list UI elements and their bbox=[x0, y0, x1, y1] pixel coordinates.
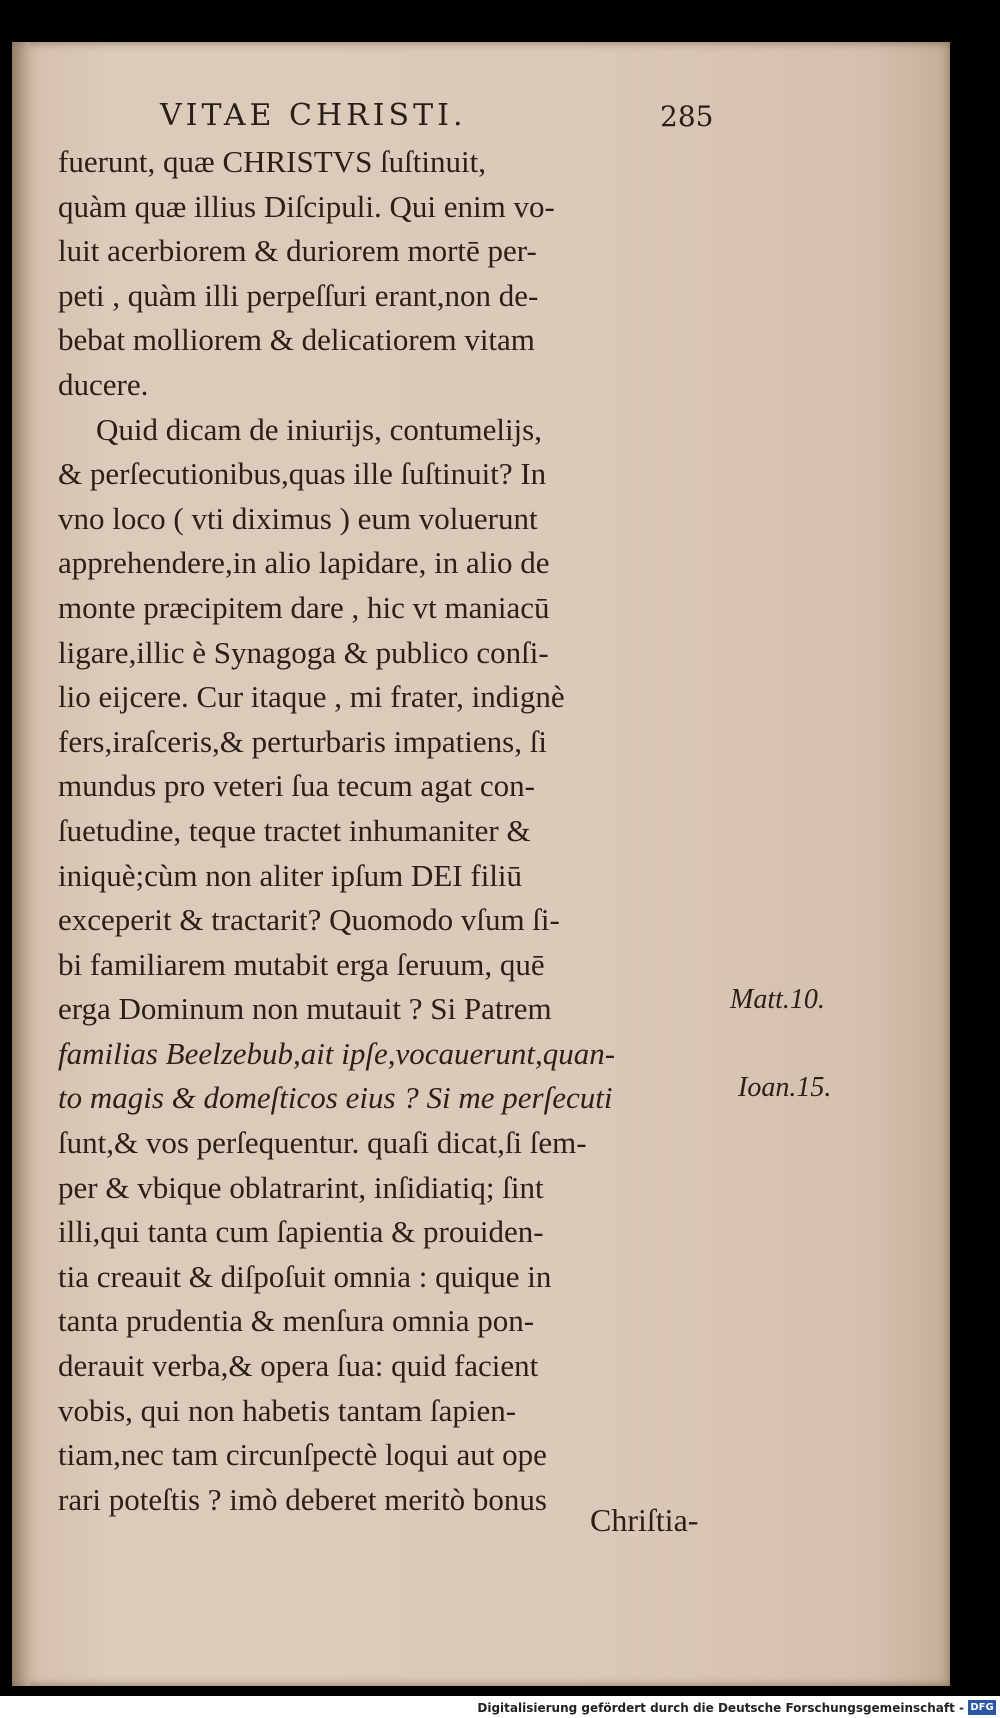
text-line: tiam,nec tam circunſpectè loqui aut ope bbox=[58, 1437, 547, 1473]
margin-note-matthew: Matt.10. bbox=[730, 984, 825, 1015]
text-line: tanta prudentia & menſura omnia pon- bbox=[58, 1303, 535, 1339]
running-head: VITAE CHRISTI. bbox=[160, 98, 467, 133]
text-line: bebat molliorem & delicatiorem vitam bbox=[58, 322, 535, 358]
text-line: ducere. bbox=[58, 366, 149, 402]
catchword: Chriſtia- bbox=[590, 1502, 699, 1538]
text-line: fers,iraſceris,& perturbaris impatiens, ſi bbox=[58, 723, 547, 759]
text-line: peti , quàm illi perpeſſuri erant,non de- bbox=[58, 277, 539, 313]
text-line: ſuetudine, teque tractet inhumaniter & bbox=[58, 812, 531, 848]
text-line: iniquè;cùm non aliter ipſum DEI filiū bbox=[58, 857, 523, 893]
text-line: exceperit & tractarit? Quomodo vſum ſi- bbox=[58, 902, 560, 938]
text-line: mundus pro veteri ſua tecum agat con- bbox=[58, 768, 535, 804]
text-line: familias Beelzebub,ait ipſe,vocauerunt,quan- bbox=[58, 1035, 616, 1071]
text-line: monte præcipitem dare , hic vt maniacū bbox=[58, 589, 550, 625]
text-line: fuerunt, quæ CHRISTVS ſuſtinuit, bbox=[58, 144, 486, 179]
text-line: & perſecutionibus,quas ille ſuſtinuit? In bbox=[58, 456, 547, 492]
text-line: derauit verba,& opera ſua: quid facient bbox=[58, 1348, 539, 1384]
text-line: per & vbique oblatrarint, inſidiatiq; ſint bbox=[58, 1169, 544, 1205]
margin-note-john: Ioan.15. bbox=[738, 1072, 832, 1103]
text-line: quàm quæ illius Diſcipuli. Qui enim vo- bbox=[58, 188, 555, 224]
text-line: erga Dominum non mutauit ? Si Patrem bbox=[58, 991, 552, 1027]
text-line: to magis & domeſticos eius ? Si me perſecuti bbox=[58, 1080, 613, 1116]
text-line: luit acerbiorem & duriorem mortē per- bbox=[58, 233, 537, 269]
body-text bbox=[58, 140, 738, 1522]
page-number: 285 bbox=[660, 100, 714, 133]
text-line: ſunt,& vos perſequentur. quaſi dicat,ſi ſem- bbox=[58, 1125, 587, 1161]
text-line: lio eijcere. Cur itaque , mi frater, indignè bbox=[58, 679, 565, 715]
text-line: illi,qui tanta cum ſapientia & prouiden- bbox=[58, 1214, 544, 1250]
dfg-logo-icon: DFG bbox=[968, 1700, 996, 1715]
text-line: bi familiarem mutabit erga ſeruum, quē bbox=[58, 946, 545, 982]
text-line: ligare,illic è Synagoga & publico conſi- bbox=[58, 634, 549, 670]
footer-bar bbox=[0, 1696, 1000, 1718]
text-line: vobis, qui non habetis tantam ſapien- bbox=[58, 1392, 517, 1428]
text-line: Quid dicam de iniurijs, contumelijs, bbox=[96, 411, 542, 447]
text-line: vno loco ( vti diximus ) eum voluerunt bbox=[58, 500, 538, 536]
text-line: tia creauit & diſpoſuit omnia : quique in bbox=[58, 1258, 552, 1294]
text-line: apprehendere,in alio lapidare, in alio de bbox=[58, 545, 550, 581]
funding-credit: Digitalisierung gefördert durch die Deutsche Forschungsgemeinschaft - bbox=[477, 1701, 964, 1715]
text-line: rari poteſtis ? imò deberet meritò bonus bbox=[58, 1481, 547, 1517]
